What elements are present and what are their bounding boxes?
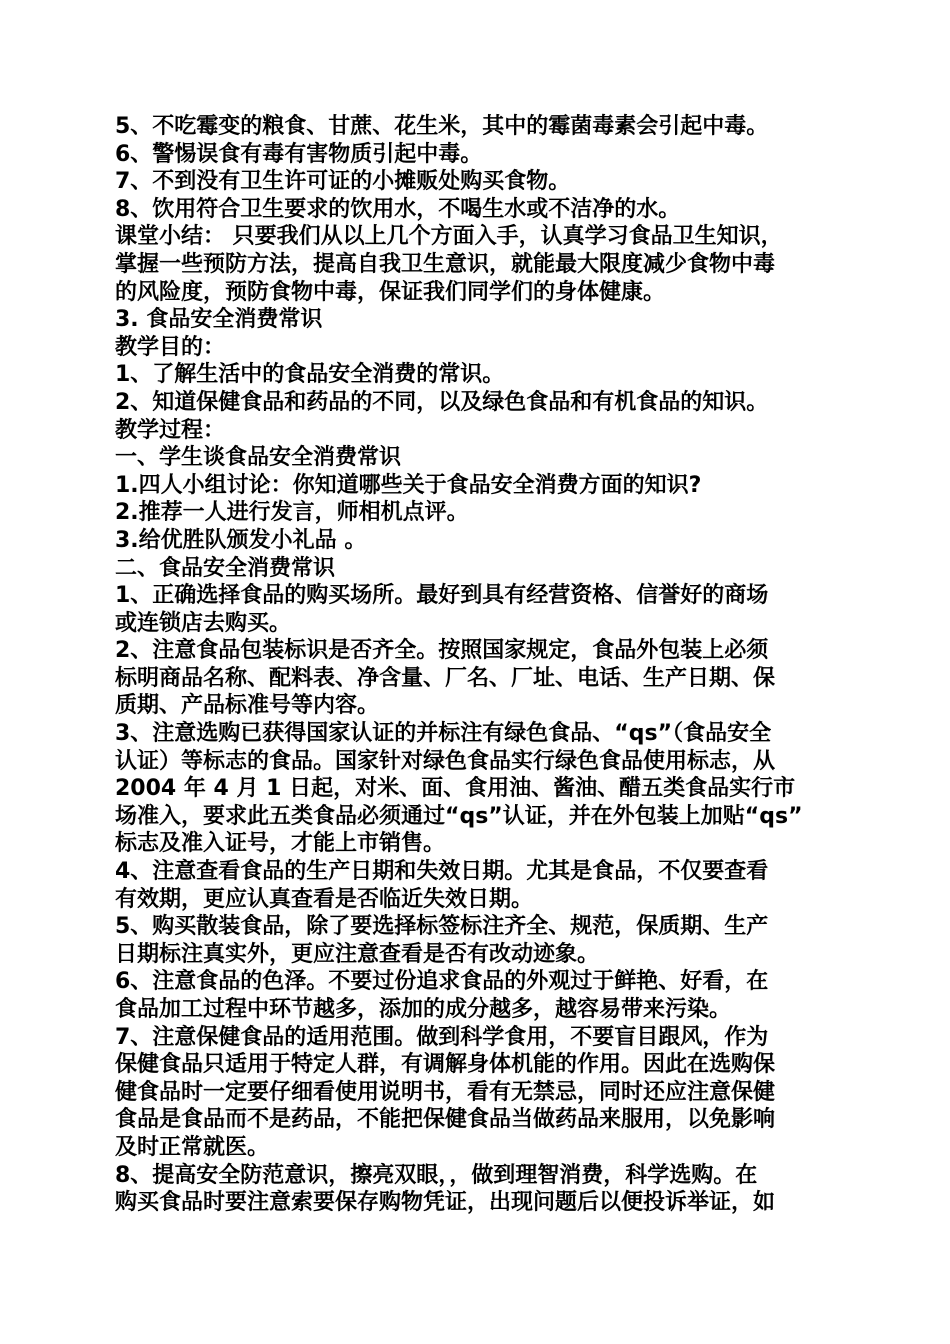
text-line: 6、注意食品的色泽。不要过份追求食品的外观过于鲜艳、好看，在 [115,969,769,995]
text-line: 1、了解生活中的食品安全消费的常识。 [115,362,505,388]
text-line: 5、购买散装食品，除了要选择标签标注齐全、规范，保质期、生产 [115,914,769,940]
summary-line: 课堂小结： 只要我们从以上几个方面入手，认真学习食品卫生知识， [115,224,783,250]
summary-line: 的风险度，预防食物中毒，保证我们同学们的身体健康。 [115,279,666,305]
text-line: 食品加工过程中环节越多，添加的成分越多，越容易带来污染。 [115,997,732,1022]
subsection-heading: 二、食品安全消费常识 [115,555,336,581]
text-line: 3.给优胜队颁发小礼品 。 [115,527,367,553]
text-line: 标明商品名称、配料表、净含量、厂名、厂址、电话、生产日期、保 [115,665,776,691]
text-line: 1.四人小组讨论：你知道哪些关于食品安全消费方面的知识? [115,472,702,498]
text-line: 2.推荐一人进行发言，师相机点评。 [115,500,469,526]
text-line: 场准入，要求此五类食品必须通过“qs”认证，并在外包装上加贴“qs” [115,803,803,829]
text-line: 2、注意食品包装标识是否齐全。按照国家规定，食品外包装上必须 [115,638,769,664]
text-line: 5、不吃霉变的粮食、甘蔗、花生米，其中的霉菌毒素会引起中毒。 [115,114,769,139]
text-line: 7、不到没有卫生许可证的小摊贩处购买食物。 [115,169,571,195]
text-line: 3、注意选购已获得国家认证的并标注有绿色食品、“qs”（食品安全 [115,721,772,747]
text-line: 食品是食品而不是药品，不能把保健食品当做药品来服用，以免影响 [115,1107,776,1133]
text-line: 2、知道保健食品和药品的不同，以及绿色食品和有机食品的知识。 [115,389,769,415]
text-line: 有效期，更应认真查看是否临近失效日期。 [115,886,534,912]
text-line: 或连锁店去购买。 [115,610,292,636]
text-line: 保健食品只适用于特定人群，有调解身体机能的作用。因此在选购保 [115,1052,776,1078]
text-line: 2004 年 4 月 1 日起，对米、面、食用油、酱油、醋五类食品实行市 [115,776,796,802]
text-line: 认证）等标志的食品。国家针对绿色食品实行绿色食品使用标志，从 [115,748,776,774]
text-line: 8、提高安全防范意识，擦亮双眼，，做到理智消费，科学选购。在 [115,1162,758,1188]
text-line: 1、正确选择食品的购买场所。最好到具有经营资格、信誉好的商场 [115,583,769,609]
text-line: 购买食品时要注意索要保存购物凭证，出现问题后以便投诉举证，如 [115,1190,776,1216]
summary-line: 掌握一些预防方法，提高自我卫生意识，就能最大限度减少食物中毒 [115,251,776,277]
process-heading: 教学过程： [115,417,226,443]
text-line: 质期、产品标准号等内容。 [115,693,380,719]
text-line: 健食品时一定要仔细看使用说明书，看有无禁忌，同时还应注意保健 [115,1079,776,1105]
text-line: 标志及准入证号，才能上市销售。 [115,831,446,857]
text-line: 8、饮用符合卫生要求的饮用水，不喝生水或不洁净的水。 [115,196,681,222]
text-line: 6、警惕误食有毒有害物质引起中毒。 [115,141,483,167]
text-line: 7、注意保健食品的适用范围。做到科学食用，不要盲目跟风，作为 [115,1024,769,1050]
objectives-heading: 教学目的： [115,334,226,360]
text-line: 日期标注真实外，更应注意查看是否有改动迹象。 [115,941,600,967]
text-line: 4、注意查看食品的生产日期和失效日期。尤其是食品，不仅要查看 [115,859,769,885]
document-body [115,113,840,1217]
subsection-heading: 一、学生谈食品安全消费常识 [115,445,402,471]
text-line: 及时正常就医。 [115,1134,270,1160]
section-title: 3. 食品安全消费常识 [115,307,323,333]
